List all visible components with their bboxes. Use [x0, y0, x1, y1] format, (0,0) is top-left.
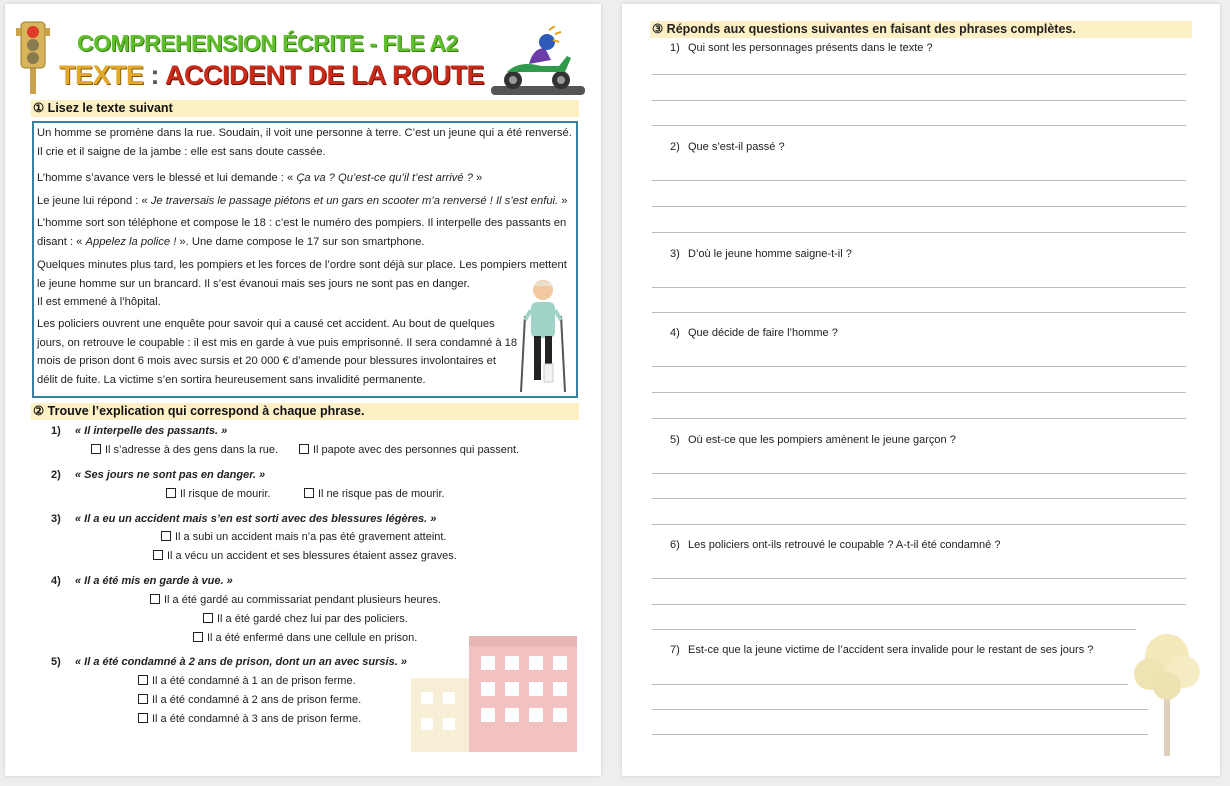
checkbox-icon[interactable]	[166, 488, 176, 498]
item-phrase: « Ses jours ne sont pas en danger. »	[75, 469, 266, 481]
building-icon	[409, 634, 581, 752]
checkbox-icon[interactable]	[91, 444, 101, 454]
checkbox-icon[interactable]	[138, 675, 148, 685]
question-text: Les policiers ont-ils retrouvé le coupable ? A-t-il été condamné ?	[688, 539, 1001, 551]
option-checkbox[interactable]	[138, 675, 356, 687]
option-label: Il a été enfermé dans une cellule en prison.	[207, 632, 418, 644]
section-3-title: ③ Réponds aux questions suivantes en faisant des phrases complètes.	[650, 21, 1192, 38]
answer-line[interactable]	[652, 578, 1186, 579]
question-text: Qui sont les personnages présents dans le texte ?	[688, 42, 933, 54]
item-phrase: « Il a été condamné à 2 ans de prison, dont un an avec sursis. »	[75, 656, 407, 668]
answer-line[interactable]	[652, 604, 1186, 605]
question-number: 1)	[670, 42, 680, 54]
option-label: Il a été condamné à 2 ans de prison ferme.	[152, 694, 362, 706]
answer-line[interactable]	[652, 524, 1186, 525]
paragraph-4	[37, 214, 577, 251]
question-6	[670, 539, 1000, 551]
item-phrase: « Il interpelle des passants. »	[75, 425, 228, 437]
answer-line[interactable]	[652, 206, 1186, 207]
paragraph-3-quote: Je traversais le passage piétons et un gars en scooter m’a renversé ! Il s’est enfui.	[150, 195, 559, 207]
item-number: 3)	[51, 513, 61, 525]
option-label: Il risque de mourir.	[180, 488, 271, 500]
paragraph-6-line-2: jours, on retrouve le coupable : il est mis en garde à vue puis emprisonné. Il sera condamné à 18	[37, 336, 518, 349]
option-checkbox[interactable]	[193, 632, 417, 644]
option-checkbox[interactable]	[153, 550, 457, 562]
option-label: Il a vécu un accident et ses blessures étaient assez graves.	[167, 550, 457, 562]
option-label: Il a été gardé au commissariat pendant plusieurs heures.	[164, 594, 441, 606]
checkbox-icon[interactable]	[304, 488, 314, 498]
exercise-2-item-2	[51, 469, 265, 481]
option-label: Il a été gardé chez lui par des policiers.	[217, 613, 408, 625]
option-checkbox[interactable]	[138, 713, 361, 725]
paragraph-6-line-3: mois de prison dont 6 mois avec sursis et 20 000 € d’amende pour blessures involontaires et	[37, 355, 496, 367]
question-3	[670, 248, 852, 260]
option-label: Il a été condamné à 1 an de prison ferme.	[152, 675, 356, 687]
paragraph-6-line-4: délit de fuite. La victime s’en sortira heureusement sans invalidité permanente.	[37, 373, 426, 386]
tree-icon	[1132, 626, 1202, 756]
paragraph-1-line-2: Il crie et il saigne de la jambe : elle est sans doute cassée.	[37, 145, 326, 158]
item-number: 1)	[51, 425, 61, 437]
answer-line[interactable]	[652, 709, 1148, 710]
checkbox-icon[interactable]	[203, 613, 213, 623]
answer-line[interactable]	[652, 418, 1186, 419]
option-label: Il a été condamné à 3 ans de prison ferme.	[152, 713, 362, 725]
question-text: D’où le jeune homme saigne-t-il ?	[688, 248, 852, 260]
question-7	[670, 644, 1093, 656]
paragraph-4-pre: disant : «	[37, 235, 86, 248]
question-4	[670, 327, 838, 339]
item-phrase: « Il a été mis en garde à vue. »	[75, 575, 233, 587]
exercise-2-item-3	[51, 513, 436, 525]
option-checkbox[interactable]	[138, 694, 361, 706]
question-text: Que s’est-il passé ?	[688, 141, 785, 153]
answer-line[interactable]	[652, 366, 1186, 367]
title-line-1: COMPREHENSION ÉCRITE - FLE A2	[77, 30, 458, 56]
title-texte: TEXTE	[59, 60, 144, 90]
paragraph-2	[37, 169, 577, 188]
option-label: Il ne risque pas de mourir.	[318, 488, 445, 500]
item-number: 4)	[51, 575, 61, 587]
answer-line[interactable]	[652, 684, 1128, 685]
checkbox-icon[interactable]	[138, 713, 148, 723]
item-number: 2)	[51, 469, 61, 481]
question-text: Est-ce que la jeune victime de l’accident sera invalide pour le restant de ses jours ?	[688, 644, 1094, 656]
answer-line[interactable]	[652, 287, 1186, 288]
section-1-title: ① Lisez le texte suivant	[31, 100, 579, 117]
option-label: Il a subi un accident mais n’a pas été gravement atteint.	[175, 531, 447, 543]
option-checkbox[interactable]	[304, 488, 445, 500]
section-2-title: ② Trouve l’explication qui correspond à chaque phrase.	[31, 403, 579, 420]
paragraph-5-line-1: Quelques minutes plus tard, les pompiers et les forces de l’ordre sont déjà sur place. Les pompiers mettent	[37, 259, 567, 271]
exercise-2-item-4	[51, 575, 233, 587]
checkbox-icon[interactable]	[193, 632, 203, 642]
scooter-icon	[489, 26, 587, 98]
exercise-2-item-1	[51, 425, 227, 437]
paragraph-3-post: »	[558, 195, 568, 207]
option-checkbox[interactable]	[203, 613, 408, 625]
question-text: Où est-ce que les pompiers amènent le jeune garçon ?	[688, 434, 956, 446]
option-checkbox[interactable]	[166, 488, 270, 500]
answer-line[interactable]	[652, 180, 1186, 181]
worksheet-page-left	[5, 4, 601, 776]
checkbox-icon[interactable]	[299, 444, 309, 454]
injured-man-icon	[517, 276, 569, 394]
question-1	[670, 42, 933, 54]
item-phrase: « Il a eu un accident mais s’en est sorti avec des blessures légères. »	[75, 513, 437, 525]
option-checkbox[interactable]	[150, 594, 441, 606]
question-number: 6)	[670, 539, 680, 551]
answer-line[interactable]	[652, 392, 1186, 393]
item-number: 5)	[51, 656, 61, 668]
traffic-light-icon	[15, 20, 51, 94]
paragraph-4-quote: Appelez la police !	[85, 235, 177, 248]
question-number: 7)	[670, 644, 680, 656]
paragraph-2-pre: L’homme s’avance vers le blessé et lui demande : «	[37, 172, 297, 184]
paragraph-1	[37, 124, 577, 161]
worksheet-page-right	[622, 4, 1220, 776]
answer-line[interactable]	[652, 74, 1186, 75]
paragraph-4-line-2	[37, 233, 577, 252]
paragraph-6-line-1: Les policiers ouvrent une enquête pour savoir qui a causé cet accident. Au bout de quelques	[37, 318, 495, 330]
question-number: 4)	[670, 327, 680, 339]
title-line-2	[59, 60, 484, 91]
answer-line[interactable]	[652, 629, 1136, 630]
paragraph-2-quote: Ça va ? Qu’est-ce qu’il t’est arrivé ?	[296, 172, 473, 184]
paragraph-6	[37, 315, 577, 389]
paragraph-5	[37, 256, 577, 312]
title-separator: :	[150, 60, 160, 90]
title-accident: ACCIDENT DE LA ROUTE	[165, 60, 485, 90]
answer-line[interactable]	[652, 312, 1186, 313]
option-checkbox[interactable]	[161, 531, 447, 543]
option-checkbox[interactable]	[299, 444, 519, 456]
answer-line[interactable]	[652, 498, 1186, 499]
question-number: 2)	[670, 141, 680, 153]
exercise-2-item-5	[51, 656, 407, 668]
checkbox-icon[interactable]	[161, 531, 171, 541]
question-number: 3)	[670, 248, 680, 260]
paragraph-5-line-3: Il est emmené à l’hôpital.	[37, 296, 161, 308]
option-label: Il papote avec des personnes qui passent.	[313, 444, 520, 456]
answer-line[interactable]	[652, 473, 1186, 474]
question-5	[670, 434, 956, 446]
paragraph-4-line-1: L’homme sort son téléphone et compose le 18 : c’est le numéro des pompiers. Il interpelle des passants en	[37, 217, 567, 229]
question-2	[670, 141, 785, 153]
option-checkbox[interactable]	[91, 444, 278, 456]
checkbox-icon[interactable]	[138, 694, 148, 704]
paragraph-1-line-1: Un homme se promène dans la rue. Soudain, il voit une personne à terre. C’est un jeune qui a été renversé.	[37, 127, 572, 139]
answer-line[interactable]	[652, 100, 1186, 101]
paragraph-5-line-2: le jeune homme sur un brancard. Il s’est évanoui mais ses jours ne sont pas en danger.	[37, 277, 470, 290]
answer-line[interactable]	[652, 232, 1186, 233]
question-text: Que décide de faire l’homme ?	[688, 327, 838, 339]
paragraph-3	[37, 192, 577, 211]
answer-line[interactable]	[652, 125, 1186, 126]
checkbox-icon[interactable]	[150, 594, 160, 604]
paragraph-3-pre: Le jeune lui répond : «	[37, 195, 151, 207]
paragraph-4-post: ». Une dame compose le 17 sur son smartphone.	[176, 235, 425, 248]
answer-line[interactable]	[652, 734, 1148, 735]
option-label: Il s’adresse à des gens dans la rue.	[105, 444, 279, 456]
checkbox-icon[interactable]	[153, 550, 163, 560]
paragraph-2-post: »	[472, 172, 483, 184]
question-number: 5)	[670, 434, 680, 446]
